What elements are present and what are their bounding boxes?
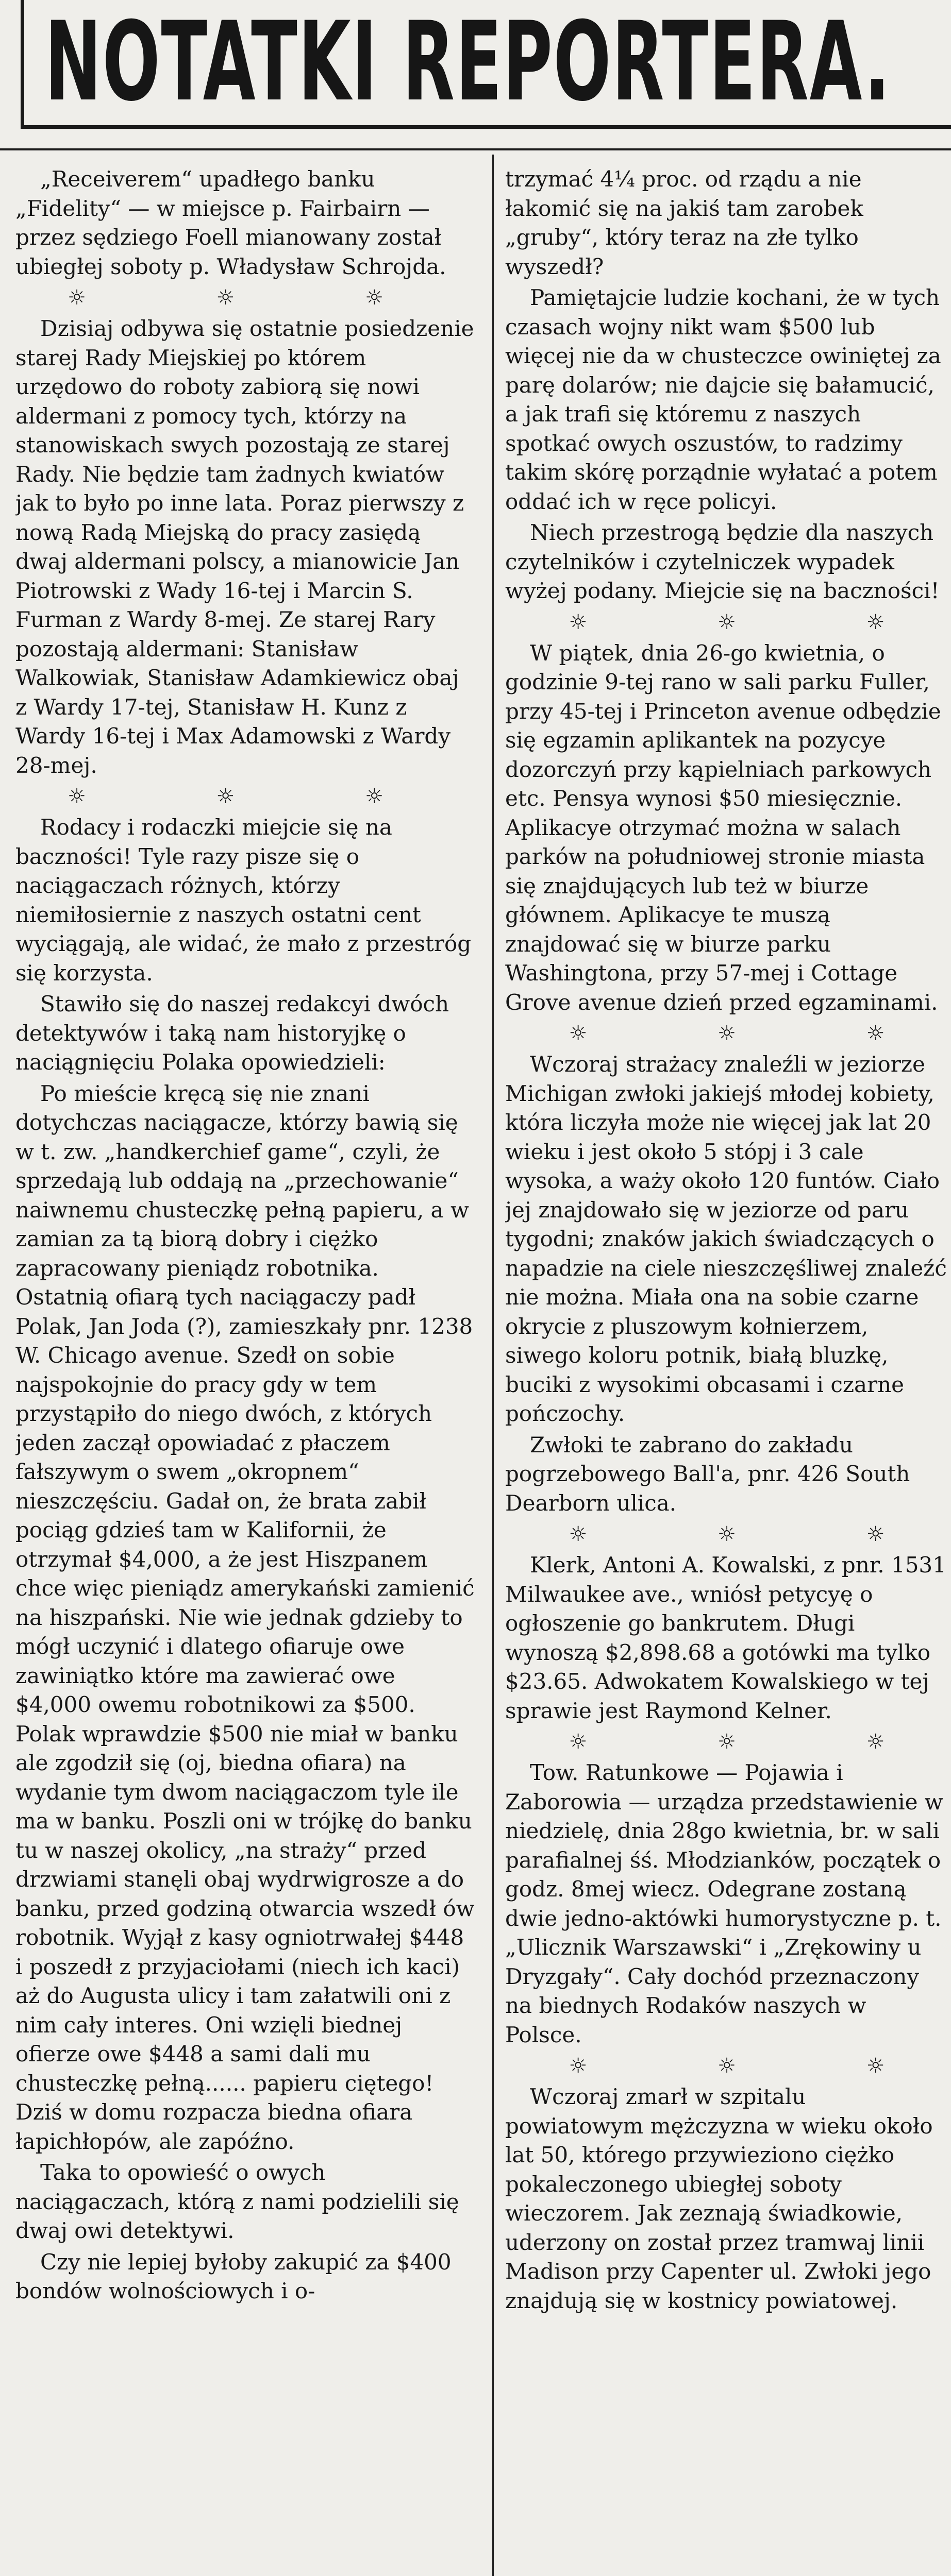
article-paragraph: Zwłoki te zabrano do zakładu pogrzebowego Ball'a, pnr. 426 South Dearborn ulica.	[505, 1432, 910, 1516]
left-column	[15, 165, 477, 2308]
article-paragraph: Tow. Ratunkowe — Pojawia i Zaborowia — urządza przedstawienie w niedzielę, dnia 28go kwietnia, br. w sali parafialnej śś. Młodzianków, początek o godz. 8mej wiecz. Odegrane zostaną dwie jedno-aktówki humorystyczne p. t. „Ulicznik Warszawski“ i „Zrękowiny u Dryzgały“. Cały dochód przeznaczony na biednych Rodaków naszych w Polsce.	[505, 1760, 943, 2047]
masthead-title: NOTATKI REPORTERA.	[45, 0, 891, 125]
article-paragraph: Wczoraj strażacy znaleźli w jeziorze Michigan zwłoki jakiejś młodej kobiety, która liczyła może nie więcej jak lat 20 wieku i jest około 5 stópj i 3 cale wysoka, a waży około 120 funtów. Ciało jej znajdowało się w jeziorze od paru tygodni; znaków jakich świadczących o napadzie na ciele nieszczęśliwej znaleźć nie można. Miała ona na sobie czarne okrycie z pluszowym kołnierzem, siwego koloru potnik, białą bluzkę, buciki z wysokimi obcasami i czarne pończochy.	[505, 1052, 947, 1426]
article-paragraph: „Receiverem“ upadłego banku „Fidelity“ — w miejsce p. Fairbairn — przez sędziego Foell mianowany został ubiegłej soboty p. Władysław Schrojda.	[15, 166, 446, 279]
article-paragraph: trzymać 4¼ proc. od rządu a nie łakomić się na jakiś tam zarobek „gruby“, który teraz na złe tylko wyszedł?	[505, 166, 863, 279]
article-paragraph: W piątek, dnia 26-go kwietnia, o godzinie 9-tej rano w sali parku Fuller, przy 45-tej i Princeton avenue odbędzie się egzamin aplikantek na pozycye dozorczyń przy kąpielniach parkowych etc. Pensya wynosi $50 miesięcznie. Aplikacye otrzymać można w salach parków na południowej stronie miasta się znajdujących lub też w biurze głównem. Aplikacye te muszą znajdować się w biurze parku Washingtona, przy 57-mej i Cottage Grove avenue dzień przed egzaminami.	[505, 640, 941, 1015]
article-paragraph: Stawiło się do naszej redakcyi dwóch detektywów i taką nam historyjkę o naciągnięciu Polaka opowiedzieli:	[15, 991, 449, 1075]
article-paragraph: Niech przestrogą będzie dla naszych czytelników i czytelniczek wypadek wyżej podany. Miejcie się na baczności!	[505, 520, 940, 603]
section-separator: ☼ ☼ ☼	[67, 286, 445, 310]
article-paragraph: Czy nie lepiej byłoby zakupić za $400 bondów wolnościowych i o-	[15, 2249, 452, 2303]
column-divider	[492, 155, 494, 2576]
section-separator: ☼ ☼ ☼	[569, 2054, 947, 2078]
article-paragraph: Rodacy i rodaczki miejcie się na baczności! Tyle razy pisze się o naciągaczach różnych, którzy niemiłosiernie z naszych ostatni cent wyciągają, ale widać, że mało z przestróg się korzysta.	[15, 815, 472, 986]
article-paragraph: Wczoraj zmarł w szpitalu powiatowym mężczyzna w wieku około lat 50, którego przywieziono ciężko pokaleczonego ubiegłej soboty wieczorem. Jak zeznają świadkowie, uderzony on został przez tramwaj linii Madison przy Capenter ul. Zwłoki jego znajdują się w kostnicy powiatowej.	[505, 2084, 933, 2313]
section-separator: ☼ ☼ ☼	[569, 1022, 947, 1045]
right-column	[505, 165, 948, 2317]
masthead	[21, 0, 951, 129]
section-separator: ☼ ☼ ☼	[569, 1730, 947, 1754]
article-paragraph: Po mieście kręcą się nie znani dotychczas naciągacze, którzy bawią się w t. zw. „handkerchief game“, czyli, że sprzedają lub oddają na „przechowanie“ naiwnemu chusteczkę pełną papieru, a w zamian za tą biorą dobry i ciężko zapracowany pieniądz robotnika. Ostatnią ofiarą tych naciągaczy padł Polak, Jan Joda (?), zamieszkały pnr. 1238 W. Chicago avenue. Szedł on sobie najspokojnie do pracy gdy w tem przystąpiło do niego dwóch, z których jeden zaczął opowiadać z płaczem fałszywym o swem „okropnem“ nieszczęściu. Gadał on, że brata zabił pociąg gdzieś tam w Kalifornii, że otrzymał $4,000, a że jest Hiszpanem chce więc pieniądz amerykański zamienić na hiszpański. Nie wie jednak gdzieby to mógł uczynić i dlatego ofiaruje owe zawiniątko które ma zawierać owe $4,000 owemu robotnikowi za $500. Polak wprawdzie $500 nie miał w banku ale zgodził się (oj, biedna ofiara) na wydanie tym dwom naciągaczom tyle ile ma w banku. Poszli oni w trójkę do banku tu w naszej okolicy, „na straży“ przed drzwiami stanęli obaj wydrwigrosze a do banku, przed godziną otwarcia wszedł ów robotnik. Wyjął z kasy ogniotrwałej $448 i poszedł z przyjaciołami (niech ich kaci) aż do Augusta ulicy i tam załatwili oni z nim cały interes. Oni wzięli biednej ofierze owe $448 a sami dali mu chusteczkę pełną...... papieru ciętego! Dziś w domu rozpacza biedna ofiara łapichłopów, ale zapóźno.	[15, 1080, 475, 2154]
section-separator: ☼ ☼ ☼	[569, 1522, 947, 1546]
section-separator: ☼ ☼ ☼	[67, 785, 445, 808]
article-paragraph: Taka to opowieść o owych naciągaczach, którą z nami podzielili się dwaj owi detektywi.	[15, 2160, 459, 2243]
section-separator: ☼ ☼ ☼	[569, 610, 947, 634]
article-paragraph: Pamiętajcie ludzie kochani, że w tych czasach wojny nikt wam $500 lub więcej nie da w chusteczce owiniętej za parę dolarów; nie dajcie się bałamucić, a jak trafi się któremu z naszych spotkać owych oszustów, to radzimy takim skórę porządnie wyłatać a potem oddać ich w ręce policyi.	[505, 285, 941, 514]
article-paragraph: Dzisiaj odbywa się ostatnie posiedzenie starej Rady Miejskiej po którem urzędowo do roboty zabiorą się nowi aldermani z pomocy tych, którzy na stanowiskach swych pozostają ze starej Rady. Nie będzie tam żadnych kwiatów jak to było po inne lata. Poraz pierwszy z nową Radą Miejską do pracy zasiędą dwaj aldermani polscy, a mianowicie Jan Piotrowski z Wady 16-tej i Marcin S. Furman z Wardy 8-mej. Ze starej Rary pozostają aldermani: Stanisław Walkowiak, Stanisław Adamkiewicz obaj z Wardy 17-tej, Stanisław H. Kunz z Wardy 16-tej i Max Adamowski z Wardy 28-mej.	[15, 316, 474, 778]
article-paragraph: Klerk, Antoni A. Kowalski, z pnr. 1531 Milwaukee ave., wniósł petycyę o ogłoszenie go bankrutem. Długi wynoszą $2,898.68 a gotówki ma tylko $23.65. Adwokatem Kowalskiego w tej sprawie jest Raymond Kelner.	[505, 1552, 946, 1723]
masthead-rule	[0, 148, 951, 150]
